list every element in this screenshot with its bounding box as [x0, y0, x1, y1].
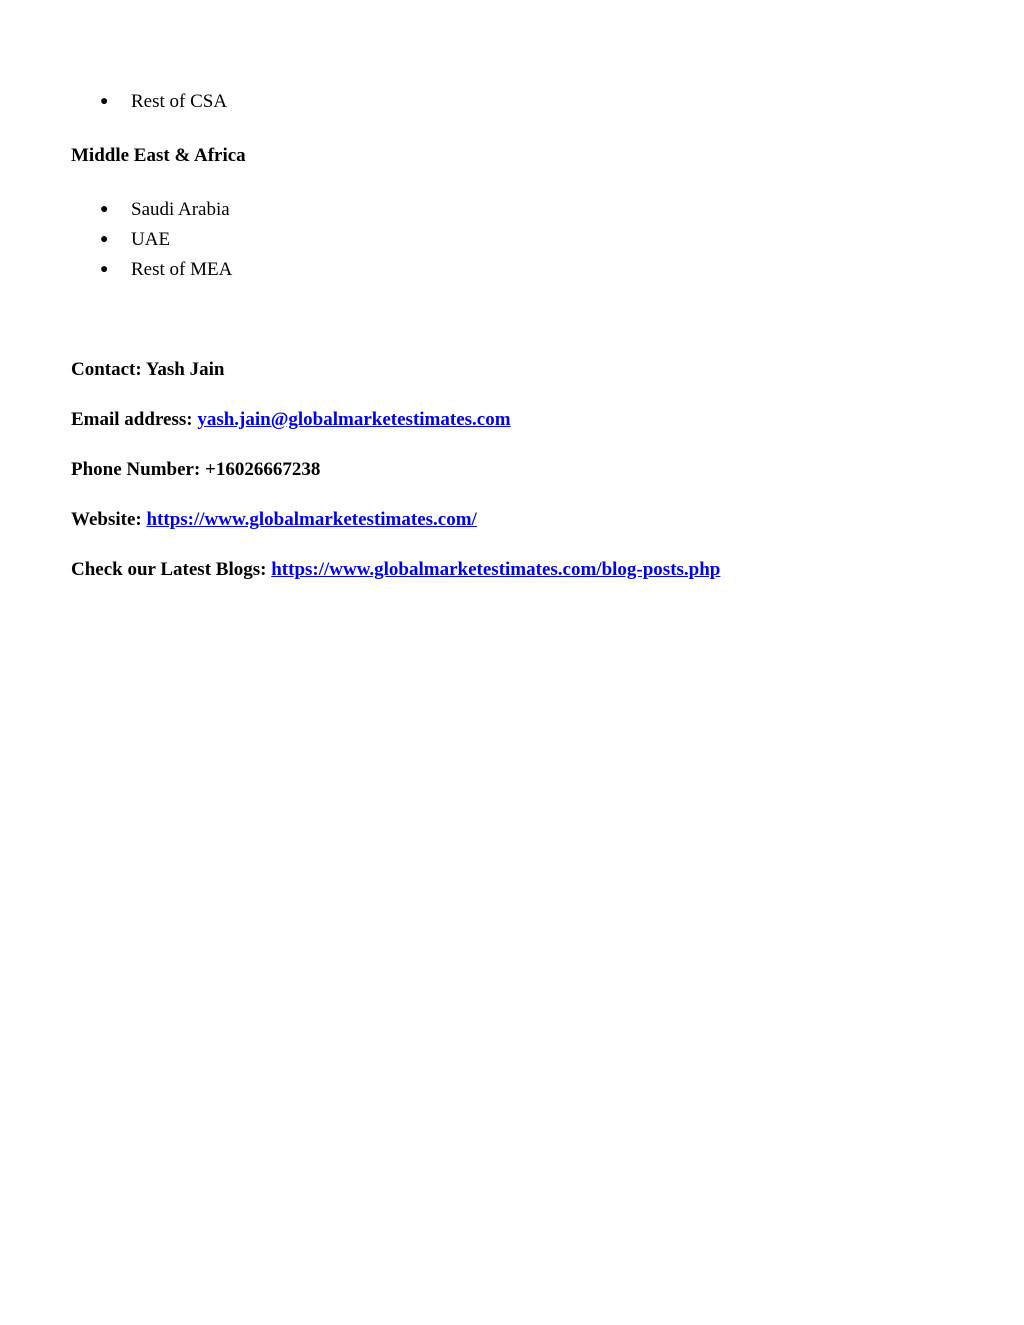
csa-list [100, 87, 227, 117]
website-line [71, 508, 477, 532]
list-item-text: Saudi Arabia [131, 199, 230, 220]
list-item [100, 195, 232, 225]
list-item-text: Rest of CSA [131, 91, 228, 112]
list-item-text: Rest of MEA [131, 259, 233, 280]
website-link[interactable]: https://www.globalmarketestimates.com/ [146, 509, 477, 530]
bullet-icon: ● [100, 262, 109, 277]
list-item-text: UAE [131, 229, 171, 250]
contact-name: Contact: Yash Jain [71, 359, 225, 380]
email-label: Email address: [71, 409, 193, 430]
mea-list [100, 195, 232, 285]
blogs-line [71, 558, 720, 582]
email-link[interactable]: yash.jain@globalmarketestimates.com [197, 409, 511, 430]
blogs-link[interactable]: https://www.globalmarketestimates.com/blog-posts.php [271, 559, 721, 580]
mea-heading: Middle East & Africa [71, 145, 246, 166]
list-item [100, 255, 232, 285]
email-line [71, 408, 511, 432]
bullet-icon: ● [100, 232, 109, 247]
website-label: Website: [71, 509, 142, 530]
bullet-icon: ● [100, 94, 109, 109]
bullet-icon: ● [100, 202, 109, 217]
list-item [100, 87, 227, 117]
list-item [100, 225, 232, 255]
phone-line: Phone Number: +16026667238 [71, 459, 321, 480]
blogs-label: Check our Latest Blogs: [71, 559, 267, 580]
